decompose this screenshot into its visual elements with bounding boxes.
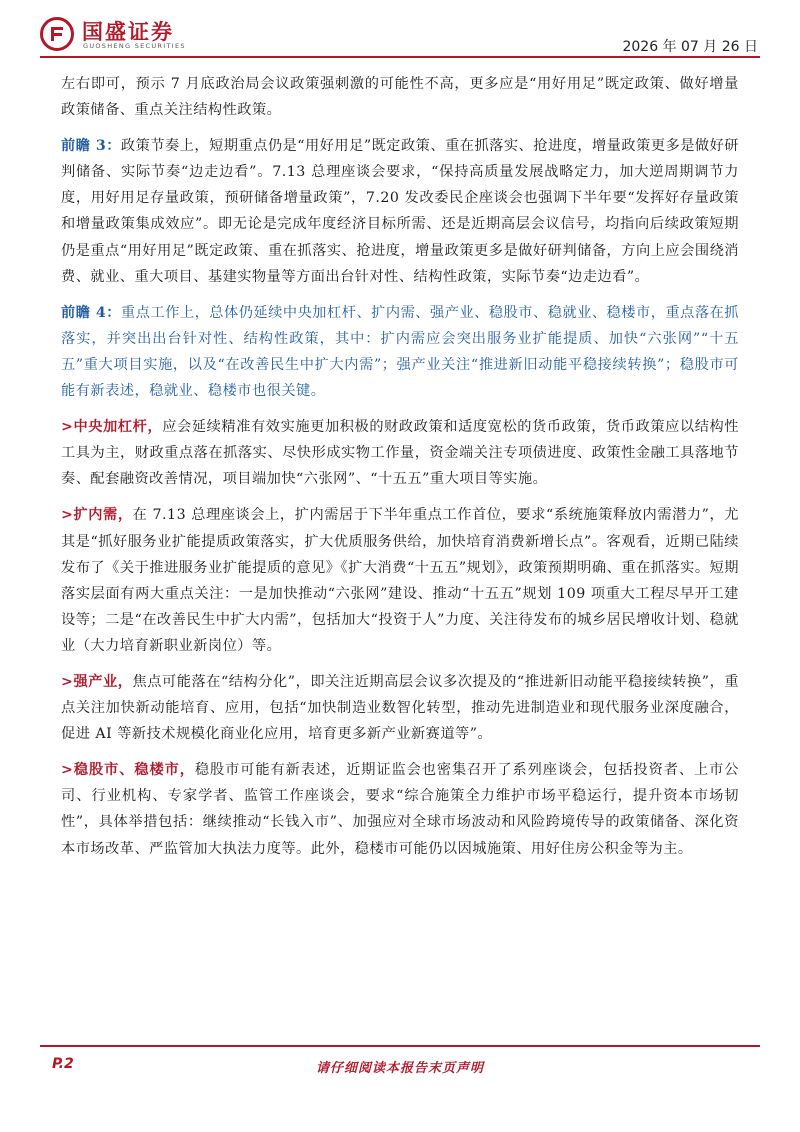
guosheng-logo-icon	[40, 17, 74, 51]
paragraph-outlook-4	[61, 300, 739, 404]
paragraph-leverage	[61, 414, 739, 492]
paragraph-text: 应会延续精准有效实施更加积极的财政政策和适度宽松的货币政策，货币政策应以结构性工具为主，财政重点落在抓落实、尽快形成实物工作量，资金端关注专项债进度、政策性金融工具落地节奏、配套融资改善情况，项目端加快“六张网”、“十五五”重大项目等实施。	[61, 419, 739, 488]
paragraph-lead: >稳股市、稳楼市，	[61, 762, 195, 779]
brand-name-en: GUOSHENG SECURITIES	[83, 42, 186, 50]
paragraph-lead: >强产业，	[61, 673, 133, 690]
paragraph-text: 政策节奏上，短期重点仍是“用好用足”既定政策、重在抓落实、抢进度，增量政策更多是做好研判储备、实际节奏“边走边看”。7.13 总理座谈会要求，“保持高质量发展战略定力，加大逆周期调节力度，用好用足存量政策，预研储备增量政策”，7.20 发改委民企座谈会也强调下半年要“发挥好存量政策和增量政策集成效应”。即无论是完成年度经济目标所需、还是近期高层会议信号，均指向后续政策短期仍是重点“用好用足”既定政策、重在抓落实、抢进度，增量政策更多是做好研判储备，方向上应会围绕消费、就业、重大项目、基建实物量等方面出台针对性、结构性政策，实际节奏“边走边看”。	[61, 138, 739, 285]
header-divider	[40, 56, 760, 58]
paragraph-text: 重点工作上，总体仍延续中央加杠杆、扩内需、强产业、稳股市、稳就业、稳楼市，重点落在抓落实，并突出出台针对性、结构性政策，其中：扩内需应会突出服务业扩能提质、加快“六张网”“十五五”重大项目实施，以及“在改善民生中扩大内需”；强产业关注“推进新旧动能平稳接续转换”；稳股市可能有新表述，稳就业、稳楼市也很关键。	[61, 304, 739, 400]
paragraph-lead: 前瞻 4：	[61, 304, 122, 321]
paragraph-lead: >扩内需，	[61, 507, 133, 524]
footer-disclaimer: 请仔细阅读本报告末页声明	[315, 1061, 484, 1076]
paragraph-text: 左右即可，预示 7 月底政治局会议政策强刺激的可能性不高，更多应是“用好用足”既定政策、做好增量政策储备、重点关注结构性政策。	[61, 76, 739, 119]
footer-divider	[40, 1045, 760, 1047]
report-body	[61, 71, 739, 872]
brand-name: 国盛证券	[82, 20, 174, 44]
report-date: 2026 年 07 月 26 日	[622, 39, 758, 55]
paragraph-text: 焦点可能落在“结构分化”，即关注近期高层会议多次提及的“推进新旧动能平稳接续转换”，重点关注加快新动能培育、应用，包括“加快制造业数智化转型，推动先进制造业和现代服务业深度融合，促进 AI 等新技术规模化商业化应用，培育更多新产业新赛道等”。	[61, 673, 740, 743]
paragraph-lead: 前瞻 3：	[61, 138, 121, 155]
paragraph-industry	[61, 669, 739, 747]
paragraph-stock-property	[61, 757, 739, 861]
page-header	[0, 0, 800, 62]
page-number: P.2	[52, 1056, 74, 1072]
paragraph-intro	[61, 71, 739, 123]
paragraph-text: 稳股市可能有新表述，近期证监会也密集召开了系列座谈会，包括投资者、上市公司、行业机构、专家学者、监管工作座谈会，要求“综合施策全力维护市场平稳运行，提升资本市场韧性”，具体举措包括：继续推动“长钱入市”、加强应对全球市场波动和风险跨境传导的政策储备、深化资本市场改革、严监管加大执法力度等。此外，稳楼市可能仍以因城施策、用好住房公积金等为主。	[61, 762, 739, 857]
paragraph-domestic-demand	[61, 502, 739, 659]
paragraph-lead: >中央加杠杆，	[61, 419, 163, 436]
paragraph-text: 在 7.13 总理座谈会上，扩内需居于下半年重点工作首位，要求“系统施策释放内需潜力”，尤其是“抓好服务业扩能提质政策落实，扩大优质服务供给，加快培育消费新增长点”。客观看，近期已陆续发布了《关于推进服务业扩能提质的意见》《扩大消费“十五五”规划》，政策预期明确、重在抓落实。短期落实层面有两大重点关注：一是加快推动“六张网”建设、推动“十五五”规划 109 项重大工程尽早开工建设等；二是“在改善民生中扩大内需”，包括加大“投资于人”力度、关注待发布的城乡居民增收计划、稳就业（大力培育新职业新岗位）等。	[61, 507, 739, 654]
paragraph-outlook-3	[61, 133, 739, 290]
